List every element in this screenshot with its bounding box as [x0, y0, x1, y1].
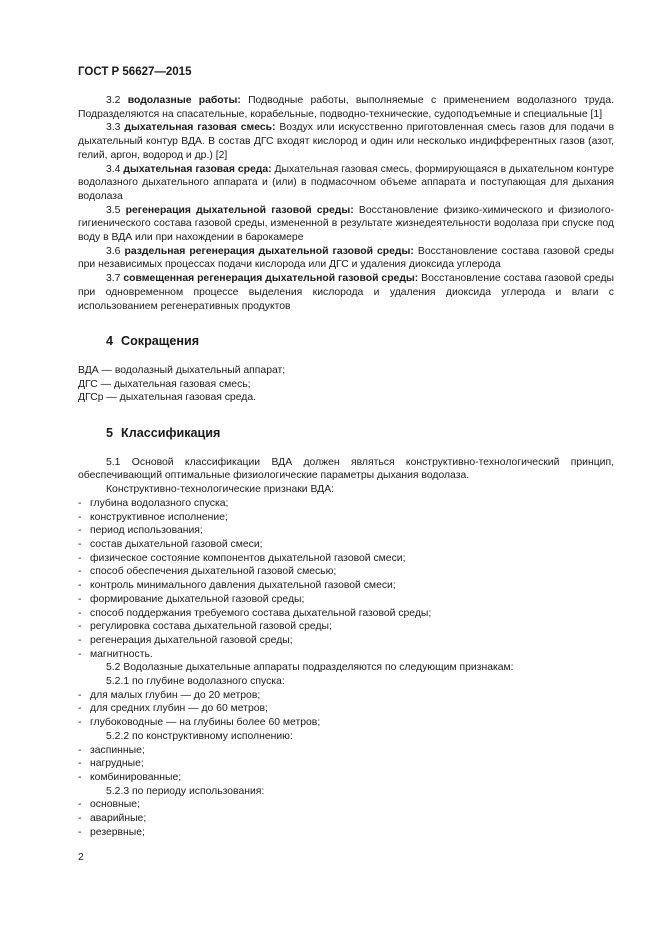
clause-5-2-2: 5.2.2 по конструктивному исполнению: — [106, 730, 293, 742]
list-item: - глубоководные — на глубины более 60 метров; — [78, 717, 321, 729]
term-3-2: 3.2 водолазные работы: Подводные работы, выполняемые с применением водолазного труда. Подразделяются на спасательные, корабельные, подводно-технические, судоподъемные и специальные [1] — [78, 95, 614, 120]
list-item: - комбинированные; — [78, 771, 182, 783]
list-item: - нагрудные; — [78, 758, 144, 770]
list-item: - глубина водолазного спуска; — [78, 497, 229, 509]
list-item: - регенерация дыхательной газовой среды; — [78, 634, 293, 646]
list-item: - для средних глубин — до 60 метров; — [78, 703, 268, 715]
list-item: - контроль минимального давления дыхательной газовой смеси; — [78, 580, 396, 592]
list-item: - основные; — [78, 799, 140, 811]
list-item: - способ обеспечения дыхательной газовой смесью; — [78, 566, 337, 578]
clause-5-2-1: 5.2.1 по глубине водолазного спуска: — [106, 676, 285, 688]
term-3-4: 3.4 дыхательная газовая среда: Дыхательная газовая смесь, формирующаяся в дыхательном контуре водолазного дыхательного аппарата и (или) в подмасочном объеме аппарата и поступающая для дыхания водолаза — [78, 163, 614, 202]
term-name: совмещенная регенерация дыхательной газовой среды: — [123, 273, 419, 285]
term-name: дыхательная газовая среда: — [123, 163, 272, 175]
page-number: 2 — [78, 852, 84, 863]
list-item: - формирование дыхательной газовой среды; — [78, 593, 305, 605]
document-code: ГОСТ Р 56627—2015 — [78, 66, 192, 78]
term-3-3: 3.3 дыхательная газовая смесь: Воздух или искусственно приготовленная смесь газов для подачи в дыхательный контур ВДА. В состав ДГС входят кислород и один или несколько индифферентных газов (азот, гелий, аргон, водород и др.) [2] — [78, 122, 615, 161]
list-item: - резервные; — [78, 826, 145, 838]
clause-5-2: 5.2 Водолазные дыхательные аппараты подразделяются по следующим признакам: — [106, 662, 514, 674]
list-item: - физическое состояние компонентов дыхательной газовой смеси; — [78, 552, 406, 564]
list-item: - состав дыхательной газовой смеси; — [78, 538, 263, 550]
term-name: регенерация дыхательной газовой среды: — [125, 204, 354, 216]
term-3-7: 3.7 совмещенная регенерация дыхательной газовой среды: Восстановление состава газовой среды при одновременном процессе выделения кислорода и удаления диоксида углерода и влаги с использованием регенеративных продуктов — [78, 273, 614, 312]
list-item: - аварийные; — [78, 813, 147, 825]
term-name: дыхательная газовая смесь: — [124, 122, 276, 134]
list-item: - период использования; — [78, 525, 203, 537]
list-item: - конструктивное исполнение; — [78, 511, 228, 523]
term-name: водолазные работы: — [127, 95, 241, 106]
list-item: - магнитность. — [78, 648, 153, 660]
term-3-5: 3.5 регенерация дыхательной газовой среды: Восстановление физико-химического и физиолого-гигиенического состава газовой среды, измененной в результате жизнедеятельности водолаза при спуске под воду в ВДА или при нахождении в барокамере — [78, 204, 614, 244]
clause-5-2-3: 5.2.3 по периоду использования: — [106, 785, 265, 797]
page-body — [78, 94, 614, 839]
list-item: - заспинные; — [78, 744, 145, 756]
term-name: раздельная регенерация дыхательной газовой среды: — [124, 245, 414, 257]
clause-5-1: 5.1 Основой классификации ВДА должен являться конструктивно-технологический принцип, обеспечивающий оптимальные физиологические параметры дыхания водолаза. — [78, 456, 614, 482]
list-item: - способ поддержания требуемого состава дыхательной газовой среды; — [78, 607, 432, 619]
section-4-heading: 4 Сокращения — [106, 334, 200, 349]
abbreviation-item: ДГСр — дыхательная газовая среда. — [78, 392, 256, 404]
term-3-6: 3.6 раздельная регенерация дыхательной газовой среды: Восстановление состава газовой среды при независимых процессах подачи кислорода или ДГС и удаления диоксида углерода — [78, 245, 614, 271]
features-intro: Конструктивно-технологические признаки ВДА: — [106, 484, 335, 496]
list-item: - для малых глубин — до 20 метров; — [78, 689, 261, 701]
abbreviation-item: ВДА — водолазный дыхательный аппарат; — [78, 364, 286, 376]
list-item: - регулировка состава дыхательной газовой среды; — [78, 621, 332, 633]
abbreviation-item: ДГС — дыхательная газовая смесь; — [78, 378, 251, 390]
section-5-heading: 5 Классификация — [106, 426, 221, 441]
